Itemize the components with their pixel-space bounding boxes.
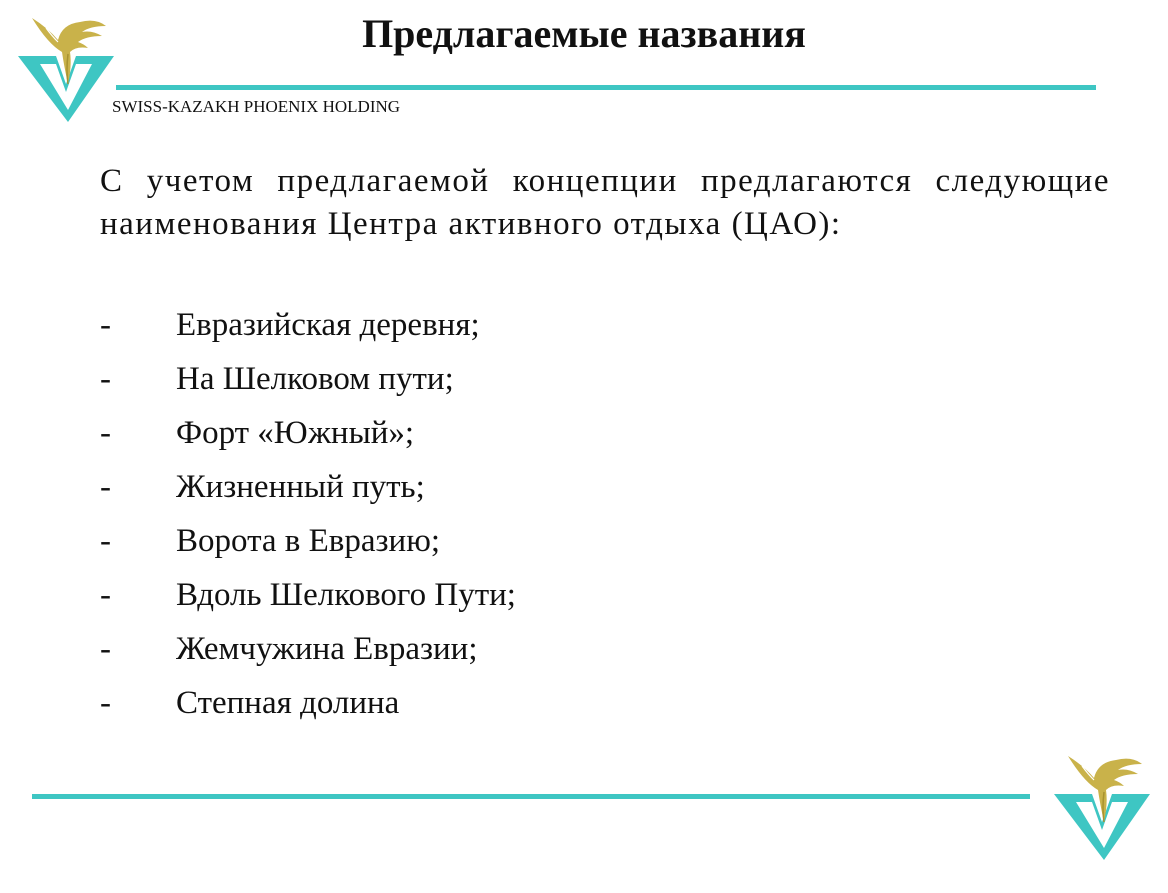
list-item-text: Жизненный путь; bbox=[176, 469, 425, 505]
phoenix-logo-icon bbox=[1054, 752, 1150, 862]
list-item-text: Вдоль Шелкового Пути; bbox=[176, 577, 516, 613]
bullet-dash: - bbox=[100, 415, 111, 451]
intro-paragraph: С учетом предлагаемой концепции предлагаются следующие наименования Центра активного отдыха (ЦАО): bbox=[100, 163, 1110, 242]
bullet-dash: - bbox=[100, 361, 111, 397]
footer-divider bbox=[32, 794, 1030, 799]
header-divider bbox=[116, 85, 1096, 90]
bullet-dash: - bbox=[100, 307, 111, 343]
list-item-text: Жемчужина Евразии; bbox=[176, 631, 478, 667]
bullet-dash: - bbox=[100, 469, 111, 505]
list-item-text: Форт «Южный»; bbox=[176, 415, 415, 451]
bullet-dash: - bbox=[100, 523, 111, 559]
list-item-text: На Шелковом пути; bbox=[176, 361, 454, 397]
bullet-dash: - bbox=[100, 631, 111, 667]
list-item-text: Степная долина bbox=[176, 685, 400, 721]
list-item-text: Евразийская деревня; bbox=[176, 307, 480, 343]
bullet-dash: - bbox=[100, 577, 111, 613]
list-item-text: Ворота в Евразию; bbox=[176, 523, 441, 559]
slide-title: Предлагаемые названия bbox=[362, 11, 806, 56]
bullet-dash: - bbox=[100, 685, 111, 721]
company-name: SWISS-KAZAKH PHOENIX HOLDING bbox=[112, 97, 401, 116]
